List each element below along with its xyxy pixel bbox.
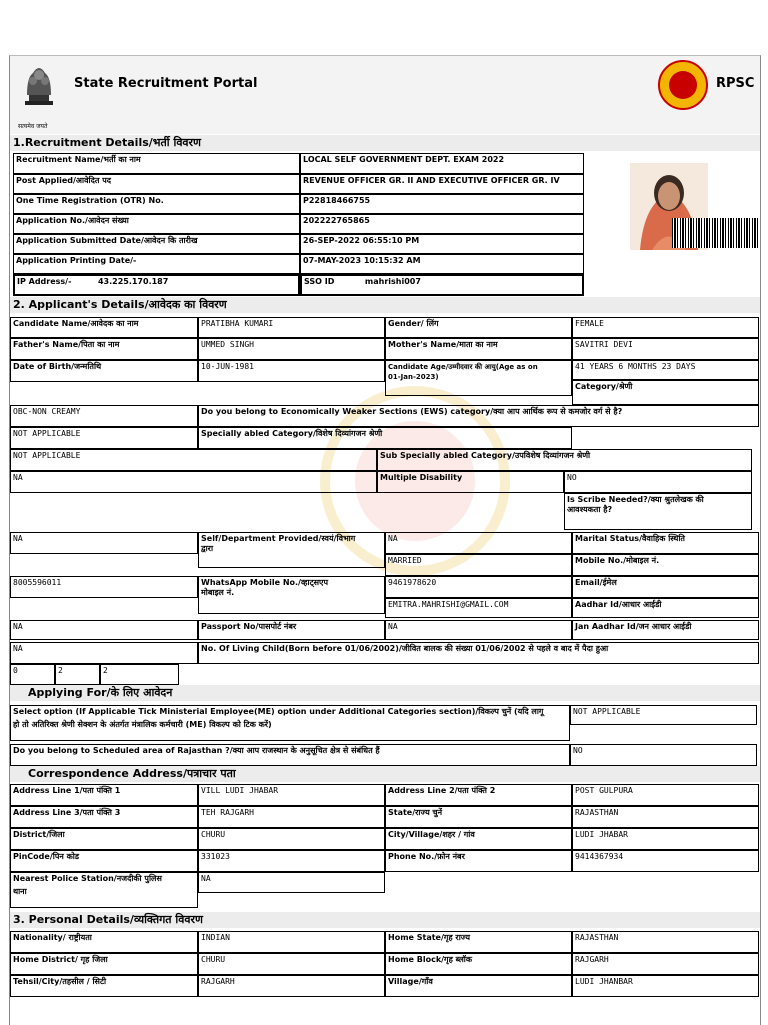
multiple-disability-label: Multiple Disability (377, 471, 564, 493)
children-count-3: 2 (100, 664, 179, 685)
email-value: EMITRA.MAHRISHI@GMAIL.COM (385, 598, 572, 618)
children-label: No. Of Living Child(Born before 01/06/2002)/जीवित बालक की संख्या 01/06/2002 से पहले व बाद में पैदा हुआ (198, 642, 759, 664)
multiple-disability-value: NO (564, 471, 752, 493)
self-dept-label-line1: Self/Department Provided/स्वयं/विभाग (201, 534, 356, 543)
home-state-value: RAJASTHAN (572, 931, 759, 953)
printing-date-label: Application Printing Date/- (13, 254, 300, 274)
address-line3-value: TEH RAJGARH (198, 806, 385, 828)
phone-value: 9414367934 (572, 850, 759, 872)
national-emblem-icon (15, 59, 63, 119)
home-block-label: Home Block/गृह ब्लॉक (385, 953, 572, 975)
submitted-date-label: Application Submitted Date/आवेदन कि तारीख (13, 234, 300, 254)
city-label: City/Village/शहर / गांव (385, 828, 572, 850)
whatsapp-value: 9461978620 (385, 576, 572, 598)
gender-value: FEMALE (572, 317, 759, 338)
father-name-label: Father's Name/पिता का नाम (10, 338, 198, 360)
ip-address-row (13, 274, 300, 296)
section-correspondence-title: Correspondence Address/पत्राचार पता (10, 766, 760, 782)
nationality-value: INDIAN (198, 931, 385, 953)
org-code: RPSC (716, 76, 755, 91)
self-dept-label (198, 532, 385, 568)
police-station-value: NA (198, 872, 385, 893)
select-option-value: NOT APPLICABLE (570, 705, 757, 725)
district-value: CHURU (198, 828, 385, 850)
self-dept-label-line2: द्वारा (201, 544, 214, 553)
select-option-label-line1: Select option (If Applicable Tick Ministerial Employee(ME) option under Additional Categories section)/विकल्प चुनें (यदि लागू (13, 707, 544, 716)
select-option-label-line2: हो तो अतिरिक्त श्रेणी सेक्शन के अंतर्गत मंत्रालिक कर्मचारी (ME) विकल्प को टिक करें) (13, 720, 272, 729)
address-line3-label: Address Line 3/पता पंक्ति 3 (10, 806, 198, 828)
scribe-label-line1: Is Scribe Needed?/क्या श्रुतलेखक की (567, 495, 704, 504)
section-applicant-title: 2. Applicant's Details/आवेदक का विवरण (10, 297, 760, 313)
phone-label: Phone No./फ़ोन नंबर (385, 850, 572, 872)
aadhar-label: Aadhar Id/आधार आईडी (572, 598, 759, 618)
whatsapp-label-line2: मोबाइल नं. (201, 588, 235, 597)
mobile-value: 8005596011 (10, 576, 198, 598)
scheduled-area-label: Do you belong to Scheduled area of Rajasthan ?/क्या आप राजस्थान के अनुसूचित क्षेत्र से संबंधित हैं (10, 744, 570, 766)
dob-label: Date of Birth/जन्मतिथि (10, 360, 198, 382)
address-line1-value: VILL LUDI JHABAR (198, 784, 385, 806)
home-district-value: CHURU (198, 953, 385, 975)
sub-specially-label: Sub Specially abled Category/उपविशेष दिव्यांगजन श्रेणी (377, 449, 752, 471)
ews-value: NOT APPLICABLE (10, 427, 198, 449)
section-applying-for-title: Applying For/के लिए आवेदन (10, 685, 760, 701)
age-label-line1: Candidate Age/उम्मीदवार की आयु(Age as on (388, 363, 538, 371)
mother-name-value: SAVITRI DEVI (572, 338, 759, 360)
category-label: Category/श्रेणी (572, 380, 759, 405)
scribe-label-line2: आवश्यकता है? (567, 505, 613, 514)
barcode-icon (672, 218, 761, 248)
whatsapp-label-line1: WhatsApp Mobile No./व्हाट्सएप (201, 578, 329, 587)
rpsc-logo-icon (658, 60, 708, 110)
village-value: LUDI JHANBAR (572, 975, 759, 997)
sub-specially-value: NA (10, 471, 377, 493)
ip-value: 43.225.170.187 (97, 277, 169, 286)
passport-value: NA (385, 620, 572, 640)
otr-value: P22818466755 (300, 194, 584, 214)
recruitment-name-label: Recruitment Name/भर्ती का नाम (13, 153, 300, 174)
self-dept-value: NA (385, 532, 572, 554)
application-form (9, 55, 761, 1025)
aadhar-value: NA (10, 620, 198, 640)
post-applied-label: Post Applied/आवेदित पद (13, 174, 300, 194)
emblem-motto: सत्यमेव जयते (18, 123, 48, 130)
marital-label: Marital Status/वैवाहिक स्थिति (572, 532, 759, 554)
application-no-value: 202222765865 (300, 214, 584, 234)
marital-value: MARRIED (385, 554, 572, 576)
post-applied-value: REVENUE OFFICER GR. II AND EXECUTIVE OFFICER GR. IV (300, 174, 584, 194)
home-block-value: RAJGARH (572, 953, 759, 975)
application-no-label: Application No./आवेदन संख्या (13, 214, 300, 234)
age-value: 41 YEARS 6 MONTHS 23 DAYS (572, 360, 759, 380)
police-station-label-line1: Nearest Police Station/नजदीकी पुलिस (13, 874, 162, 883)
children-count-1: 0 (10, 664, 55, 685)
recruitment-name-value: LOCAL SELF GOVERNMENT DEPT. EXAM 2022 (300, 153, 584, 174)
address-line1-label: Address Line 1/पता पंक्ति 1 (10, 784, 198, 806)
pincode-value: 331023 (198, 850, 385, 872)
scribe-value: NA (10, 532, 198, 554)
section-personal-title: 3. Personal Details/व्यक्तिगत विवरण (10, 912, 760, 928)
whatsapp-label (198, 576, 385, 614)
children-count-2: 2 (55, 664, 100, 685)
state-label: State/राज्य चुनें (385, 806, 572, 828)
email-label: Email/ईमेल (572, 576, 759, 598)
city-value: LUDI JHABAR (572, 828, 759, 850)
scribe-label (564, 493, 752, 530)
otr-label: One Time Registration (OTR) No. (13, 194, 300, 214)
father-name-value: UMMED SINGH (198, 338, 385, 360)
passport-label: Passport No/पासपोर्ट नंबर (198, 620, 385, 640)
sso-label: SSO ID (304, 277, 335, 286)
dob-value: 10-JUN-1981 (198, 360, 385, 382)
age-label (385, 360, 572, 396)
police-station-label-line2: थाना (13, 887, 27, 896)
village-label: Village/गाँव (385, 975, 572, 997)
police-station-label (10, 872, 198, 908)
address-line2-value: POST GULPURA (572, 784, 759, 806)
home-district-label: Home District/ गृह जिला (10, 953, 198, 975)
ip-label: IP Address/- (17, 277, 72, 286)
mobile-label: Mobile No./मोबाइल नं. (572, 554, 759, 576)
mother-name-label: Mother's Name/माता का नाम (385, 338, 572, 360)
category-value: OBC-NON CREAMY (10, 405, 198, 427)
section-recruitment-title: 1.Recruitment Details/भर्ती विवरण (10, 135, 760, 151)
nationality-label: Nationality/ राष्ट्रीयता (10, 931, 198, 953)
home-state-label: Home State/गृह राज्य (385, 931, 572, 953)
jan-aadhar-value: NA (10, 642, 198, 664)
ews-label: Do you belong to Economically Weaker Sections (EWS) category/क्या आप आर्थिक रूप से कमजोर वर्ग से है? (198, 405, 759, 427)
district-label: District/जिला (10, 828, 198, 850)
specially-abled-value: NOT APPLICABLE (10, 449, 377, 471)
address-line2-label: Address Line 2/पता पंक्ति 2 (385, 784, 572, 806)
tehsil-value: RAJGARH (198, 975, 385, 997)
printing-date-value: 07-MAY-2023 10:15:32 AM (300, 254, 584, 274)
specially-abled-label: Specially abled Category/विशेष दिव्यांगजन श्रेणी (198, 427, 572, 449)
submitted-date-value: 26-SEP-2022 06:55:10 PM (300, 234, 584, 254)
tehsil-label: Tehsil/City/तहसील / सिटी (10, 975, 198, 997)
portal-title: State Recruitment Portal (74, 76, 258, 91)
sso-row (300, 274, 584, 296)
candidate-name-label: Candidate Name/आवेदक का नाम (10, 317, 198, 338)
candidate-name-value: PRATIBHA KUMARI (198, 317, 385, 338)
state-value: RAJASTHAN (572, 806, 759, 828)
gender-label: Gender/ लिंग (385, 317, 572, 338)
scheduled-area-value: NO (570, 744, 757, 766)
pincode-label: PinCode/पिन कोड (10, 850, 198, 872)
age-label-line2: 01-Jan-2023) (388, 373, 439, 381)
jan-aadhar-label: Jan Aadhar Id/जन आधार आईडी (572, 620, 759, 640)
form-header (10, 56, 760, 134)
select-option-label (10, 705, 570, 741)
sso-value: mahrishi007 (364, 277, 421, 286)
